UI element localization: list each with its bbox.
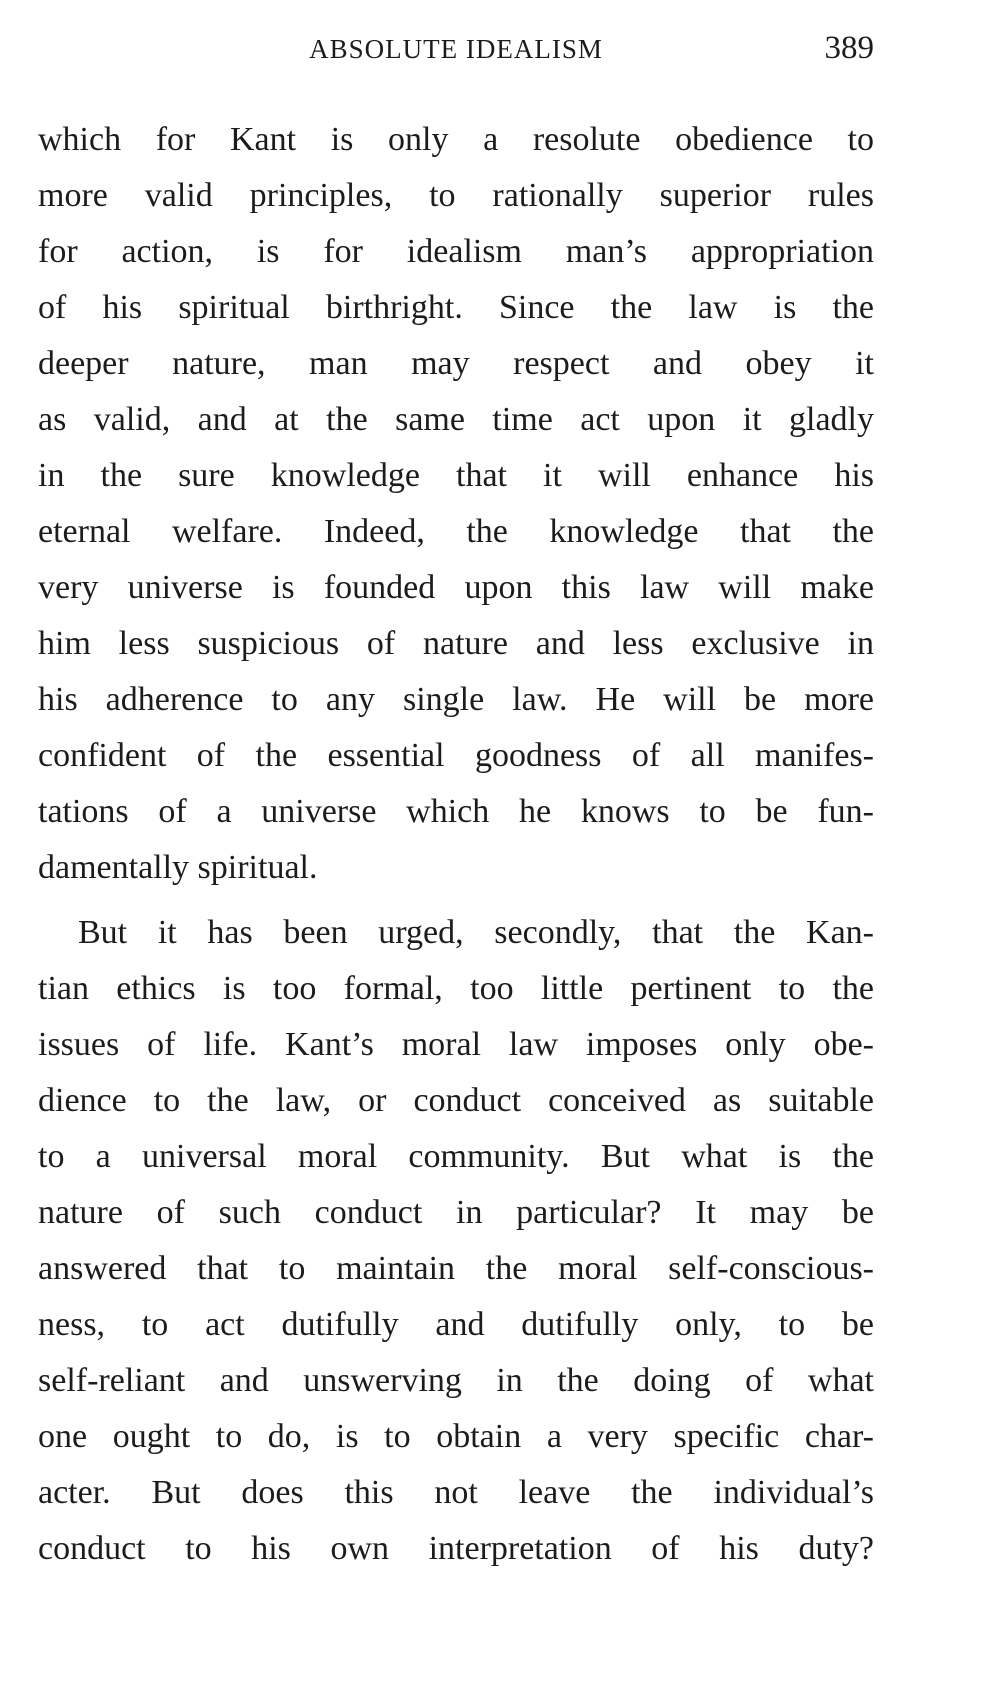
running-head [38,28,874,74]
text-line: But it has been urged, secondly, that the Kan- [78,914,874,951]
book-page [38,28,874,1577]
text-line: dience to the law, or conduct conceived as suitable [38,1082,874,1119]
text-line: tian ethics is too formal, too little pertinent to the [38,970,874,1007]
text-line: answered that to maintain the moral self-conscious- [38,1250,874,1287]
text-line: confident of the essential goodness of all manifes- [38,737,874,774]
text-line: for action, is for idealism man’s appropriation [38,233,874,270]
text-line: in the sure knowledge that it will enhance his [38,457,874,494]
text-line: one ought to do, is to obtain a very specific char- [38,1418,874,1455]
text-line: acter. But does this not leave the individual’s [38,1474,874,1511]
text-line: issues of life. Kant’s moral law imposes only obe- [38,1026,874,1063]
text-line: of his spiritual birthright. Since the law is the [38,289,874,326]
page-number: 389 [824,30,874,66]
text-line: as valid, and at the same time act upon it gladly [38,401,874,438]
text-line: him less suspicious of nature and less exclusive in [38,625,874,662]
running-title: ABSOLUTE IDEALISM [309,34,603,64]
text-line: very universe is founded upon this law will make [38,569,874,606]
paragraph-2 [38,905,874,1577]
text-line: tations of a universe which he knows to be fun- [38,793,874,830]
text-line: more valid principles, to rationally superior rules [38,177,874,214]
text-line: deeper nature, man may respect and obey it [38,345,874,382]
paragraph-1 [38,112,874,896]
text-line: eternal welfare. Indeed, the knowledge that the [38,513,874,550]
text-line: to a universal moral community. But what is the [38,1138,874,1175]
text-line: which for Kant is only a resolute obedience to [38,121,874,158]
text-line: ness, to act dutifully and dutifully only, to be [38,1306,874,1343]
text-line: conduct to his own interpretation of his duty? [38,1530,874,1567]
text-line: nature of such conduct in particular? It may be [38,1194,874,1231]
text-line: damentally spiritual. [38,849,318,886]
body-text [38,112,874,1577]
text-line: his adherence to any single law. He will be more [38,681,874,718]
text-line: self-reliant and unswerving in the doing of what [38,1362,874,1399]
